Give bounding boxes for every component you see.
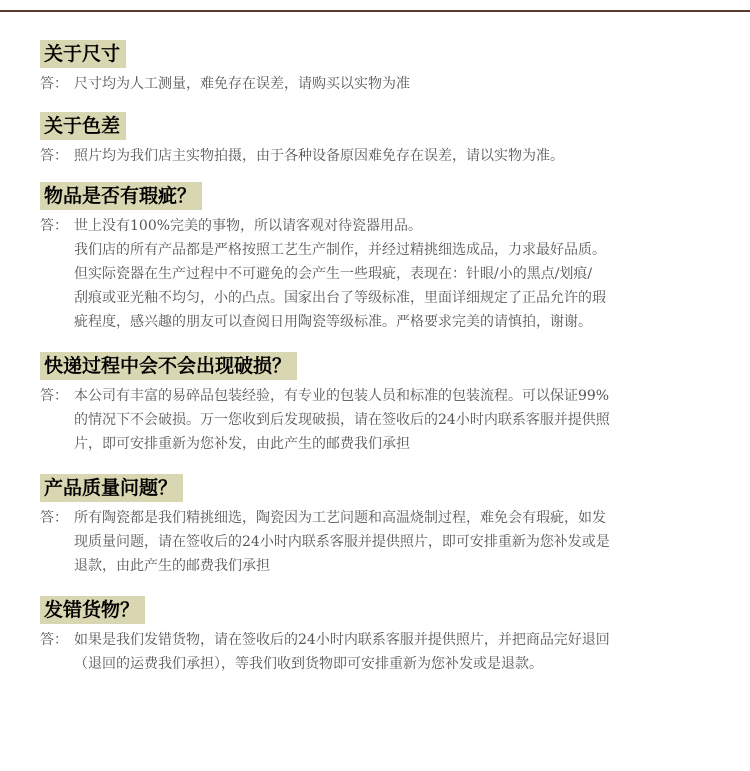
answer-line: 照片均为我们店主实物拍摄，由于各种设备原因难免存在误差，请以实物为准。 — [74, 148, 564, 164]
answer-line: 如果是我们发错货物，请在签收后的24小时内联系客服并提供照片，并把商品完好退回 — [74, 632, 610, 648]
answer-block — [40, 384, 720, 456]
answer-line: 但实际瓷器在生产过程中不可避免的会产生一些瑕疵，表现在：针眼/小的黑点/划痕/ — [74, 266, 593, 282]
answer-line: （退回的运费我们承担），等我们收到货物即可安排重新为您补发或是退款。 — [74, 656, 543, 672]
answer-prefix: 答： — [40, 218, 68, 234]
answer-prefix: 答： — [40, 510, 68, 526]
answer-line: 的情况下不会破损。万一您收到后发现破损，请在签收后的24小时内联系客服并提供照 — [74, 412, 610, 428]
answer-line: 片，即可安排重新为您补发，由此产生的邮费我们承担 — [74, 436, 410, 452]
answer-block — [40, 144, 720, 168]
answer-block — [40, 72, 720, 96]
section-heading: 关于色差 — [40, 112, 126, 140]
answer-line: 尺寸均为人工测量，难免存在误差，请购买以实物为准 — [74, 76, 410, 92]
section-heading: 发错货物？ — [40, 596, 145, 624]
faq-wrong-item — [40, 596, 720, 676]
faq-defects — [40, 182, 720, 334]
answer-prefix: 答： — [40, 632, 68, 648]
answer-prefix: 答： — [40, 76, 68, 92]
answer-block — [40, 214, 720, 334]
faq-size — [40, 40, 720, 96]
answer-block — [40, 628, 720, 676]
answer-line: 本公司有丰富的易碎品包装经验，有专业的包装人员和标准的包装流程。可以保证99% — [74, 388, 610, 404]
top-divider — [0, 0, 750, 12]
answer-line: 现质量问题，请在签收后的24小时内联系客服并提供照片，即可安排重新为您补发或是 — [74, 534, 610, 550]
answer-line: 退款，由此产生的邮费我们承担 — [74, 558, 270, 574]
faq-color-difference — [40, 112, 720, 168]
answer-line: 刮痕或亚光釉不均匀，小的凸点。国家出台了等级标准，里面详细规定了正品允许的瑕 — [74, 290, 606, 306]
section-heading: 物品是否有瑕疵？ — [40, 182, 202, 210]
answer-line: 世上没有100%完美的事物，所以请客观对待瓷器用品。 — [74, 218, 423, 234]
faq-shipping-damage — [40, 352, 720, 456]
answer-block — [40, 506, 720, 578]
section-heading: 快递过程中会不会出现破损？ — [40, 352, 297, 380]
answer-prefix: 答： — [40, 148, 68, 164]
section-heading: 产品质量问题？ — [40, 474, 183, 502]
answer-prefix: 答： — [40, 388, 68, 404]
faq-quality-issue — [40, 474, 720, 578]
section-heading: 关于尺寸 — [40, 40, 126, 68]
answer-line: 我们店的所有产品都是严格按照工艺生产制作，并经过精挑细选成品，力求最好品质。 — [74, 242, 606, 258]
answer-line: 所有陶瓷都是我们精挑细选，陶瓷因为工艺问题和高温烧制过程，难免会有瑕疵，如发 — [74, 510, 606, 526]
answer-line: 疵程度，感兴趣的朋友可以查阅日用陶瓷等级标准。严格要求完美的请慎拍，谢谢。 — [74, 314, 592, 330]
